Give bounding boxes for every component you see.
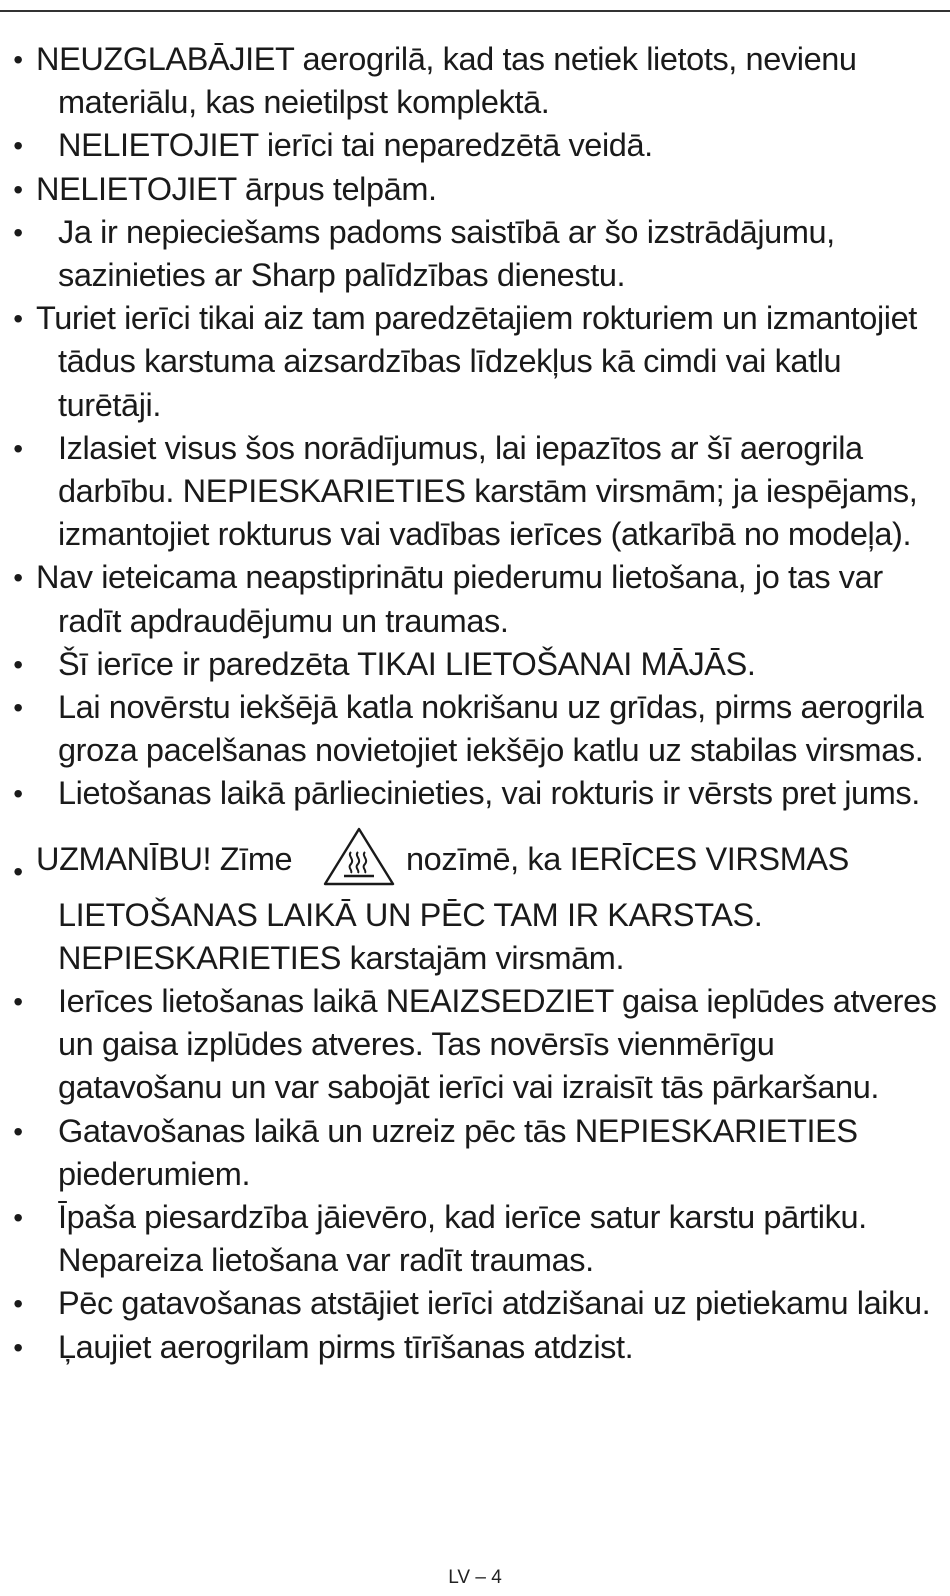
warning-lead-text: UZMANĪBU! Zīme bbox=[36, 841, 293, 878]
bullet-icon: • bbox=[13, 173, 23, 205]
list-item-text: NEUZGLABĀJIET aerogrilā, kad tas netiek lietots, nevienu materiālu, kas neietilpst komplektā. bbox=[36, 41, 857, 121]
list-item-text: Turiet ierīci tikai aiz tam paredzētajiem rokturiem un izmantojiet tādus karstuma aizsardzības līdzekļus kā cimdi vai katlu turētāji. bbox=[36, 300, 917, 423]
list-item-text: Lai novērstu iekšējā katla nokrišanu uz grīdas, pirms aerogrila groza pacelšanas novietojiet iekšējo katlu uz stabilas virsmas. bbox=[58, 689, 924, 769]
bullet-icon: • bbox=[13, 216, 23, 248]
list-item-text: Gatavošanas laikā un uzreiz pēc tās NEPIESKARIETIES piederumiem. bbox=[58, 1112, 858, 1192]
warning-list-item bbox=[0, 830, 950, 980]
bullet-icon: • bbox=[13, 130, 23, 162]
list-item-text: Īpaša piesardzība jāievēro, kad ierīce satur karstu pārtiku. Nepareiza lietošana var radīt traumas. bbox=[58, 1199, 867, 1279]
list-item-text: Ierīces lietošanas laikā NEAIZSEDZIET gaisa ieplūdes atveres un gaisa izplūdes atveres. Tas novērsīs vienmērīgu gatavošanu un var sabojāt ierīci vai izraisīt tās pārkaršanu. bbox=[58, 983, 937, 1106]
list-item bbox=[0, 38, 950, 124]
list-item bbox=[0, 686, 950, 772]
list-item bbox=[0, 297, 950, 427]
top-divider bbox=[0, 10, 950, 12]
list-item-text: Ja ir nepieciešams padoms saistībā ar šo izstrādājumu, sazinieties ar Sharp palīdzības dienestu. bbox=[58, 213, 835, 294]
list-item bbox=[0, 427, 950, 557]
bullet-icon: • bbox=[13, 562, 23, 594]
bullet-icon: • bbox=[13, 432, 23, 464]
list-item-text: Nav ieteicama neapstiprinātu piederumu lietošana, jo tas var radīt apdraudējumu un traumas. bbox=[36, 559, 883, 639]
page-number: LV – 4 bbox=[448, 1567, 502, 1588]
list-item bbox=[0, 980, 950, 1110]
list-item bbox=[0, 211, 950, 297]
list-item bbox=[0, 1326, 950, 1369]
bullet-icon: • bbox=[13, 303, 23, 335]
bullet-icon: • bbox=[13, 1115, 23, 1147]
bullet-icon: • bbox=[13, 778, 23, 810]
safety-instructions-list bbox=[0, 38, 950, 1369]
bullet-icon: • bbox=[13, 692, 23, 724]
list-item bbox=[0, 168, 950, 211]
list-item bbox=[0, 124, 950, 167]
list-item-text: Šī ierīce ir paredzēta TIKAI LIETOŠANAI MĀJĀS. bbox=[58, 645, 756, 682]
warning-continuation-text: LIETOŠANAS LAIKĀ UN PĒC TAM IR KARSTAS. NEPIESKARIETIES karstajām virsmām. bbox=[58, 896, 763, 976]
list-item bbox=[0, 643, 950, 686]
list-item bbox=[0, 1196, 950, 1282]
list-item-text: NELIETOJIET ārpus telpām. bbox=[36, 170, 437, 207]
list-item-text: NELIETOJIET ierīci tai neparedzētā veidā. bbox=[58, 127, 653, 164]
bullet-icon: • bbox=[13, 986, 23, 1018]
list-item bbox=[0, 1282, 950, 1325]
bullet-icon: • bbox=[13, 44, 23, 75]
bullet-icon: • bbox=[13, 648, 23, 680]
list-item bbox=[0, 772, 950, 815]
list-item-text: Izlasiet visus šos norādījumus, lai iepazītos ar šī aerogrila darbību. NEPIESKARIETIES karstām virsmām; ja iespējams, izmantojiet rokturus vai vadības ierīces (atkarībā no modeļa). bbox=[58, 429, 918, 553]
warning-mid-text: nozīmē, ka IERĪCES VIRSMAS bbox=[406, 841, 849, 878]
list-item-text: Pēc gatavošanas atstājiet ierīci atdzišanai uz pietiekamu laiku. bbox=[58, 1285, 931, 1322]
bullet-icon: • bbox=[13, 1202, 23, 1234]
bullet-icon: • bbox=[13, 1331, 23, 1363]
bullet-icon: • bbox=[13, 855, 23, 887]
bullet-icon: • bbox=[13, 1288, 23, 1320]
hot-surface-warning-icon bbox=[322, 826, 396, 888]
list-item-text: Ļaujiet aerogrilam pirms tīrīšanas atdzist. bbox=[58, 1328, 634, 1365]
list-item bbox=[0, 1110, 950, 1196]
warning-first-line bbox=[36, 830, 944, 894]
list-item bbox=[0, 556, 950, 642]
list-item-text: Lietošanas laikā pārliecinieties, vai rokturis ir vērsts pret jums. bbox=[58, 775, 920, 812]
